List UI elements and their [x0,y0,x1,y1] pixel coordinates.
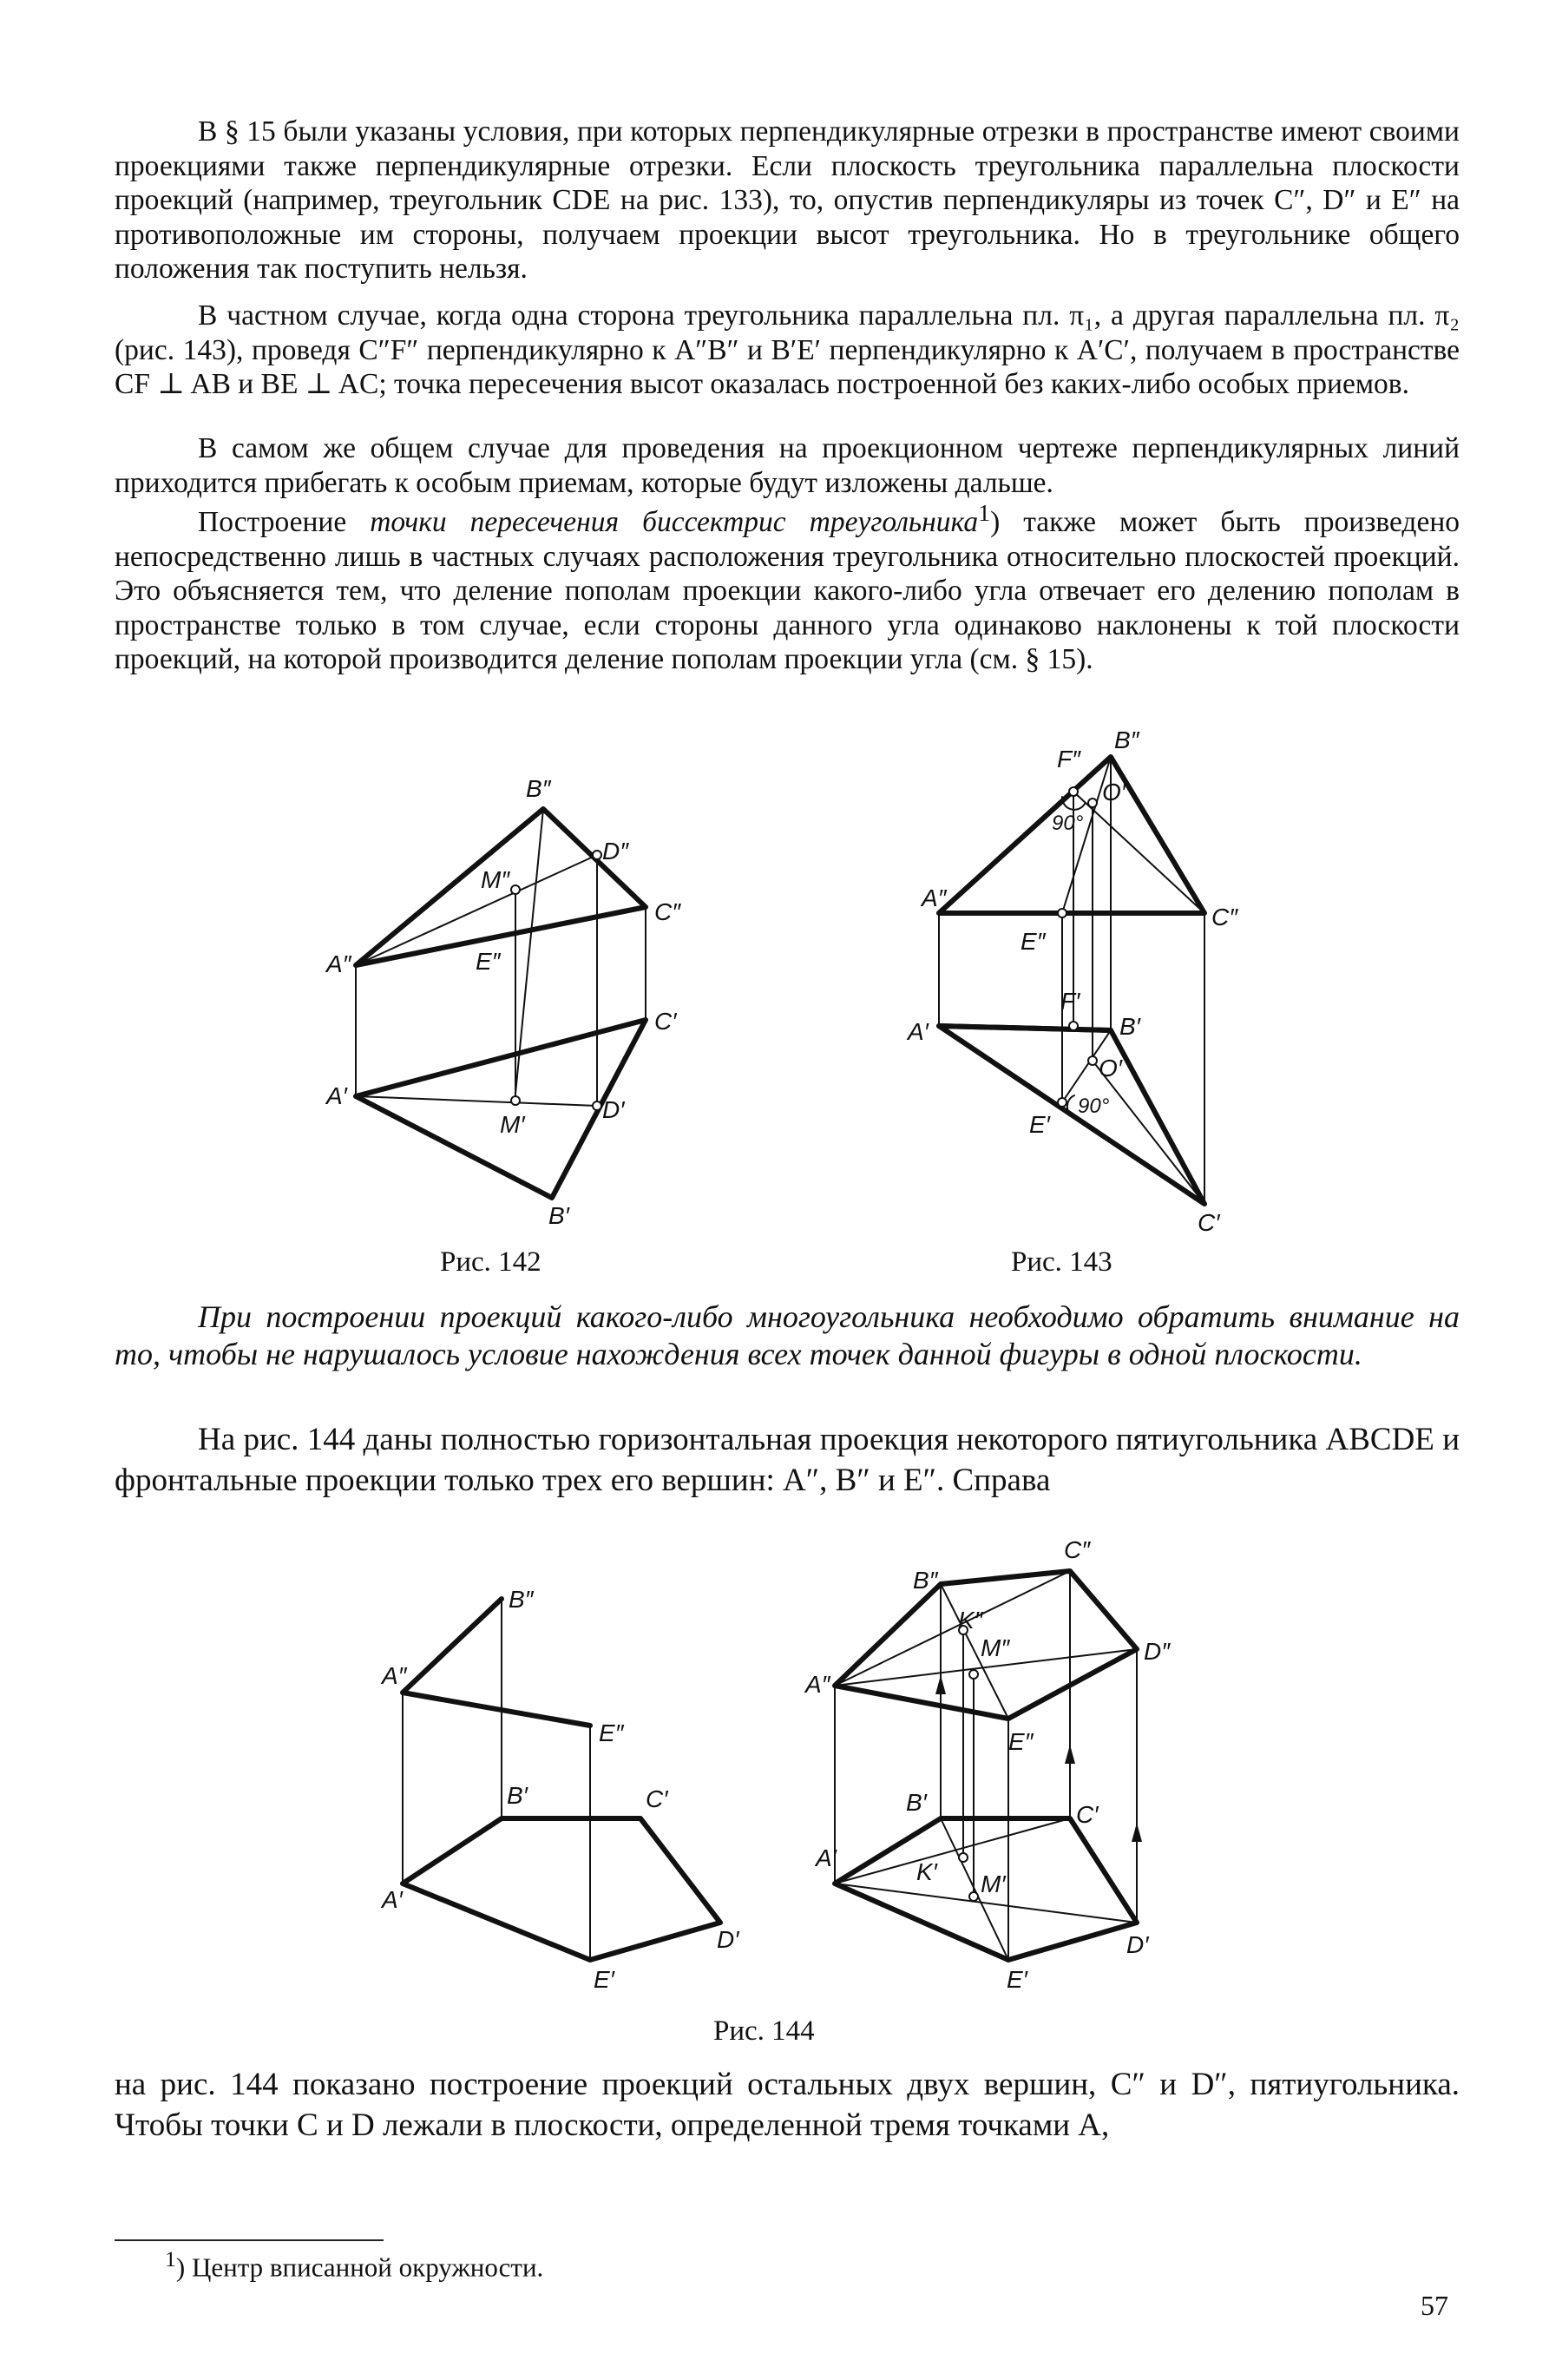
caption-fig143: Рис. 143 [1011,1246,1112,1278]
fig143-label-f1: F′ [1060,988,1080,1015]
fig143-label-b1: B′ [1119,1013,1140,1040]
fig143-label-b2: B″ [1114,726,1139,753]
fig144b-label-a1: A′ [816,1844,837,1871]
caption-fig142: Рис. 142 [440,1246,541,1278]
fig144b-arrow-d [1132,1823,1142,1842]
paragraph-3: В самом же общем случае для проведения на проекционном чертеже перпендикулярных линий приходится прибегать к особым приемам, которые будут изложены дальше. [115,432,1460,499]
fig144a-label-e2: E″ [599,1719,624,1746]
fig143-label-a1: A′ [908,1018,929,1045]
fig144a-label-a1: A′ [382,1886,403,1913]
p4-rest: ) также может быть произведено непосредственно лишь в частных случаях расположения треугольника относительно плоскостей проекций. Это объясняется тем, что деление пополам проекции какого-либо угла отвечает его делению пополам в пространстве только в том случае, если стороны данного угла одинаково наклонены к той плоскости проекций, на которой производится деление пополам проекции угла (см. § 15). [115,506,1460,676]
fig144a-label-d1: D′ [717,1926,739,1953]
fig143-label-o1: O′ [1099,1055,1123,1082]
footnote-rule [115,2239,384,2241]
fig144b-label-k2: K″ [958,1607,983,1634]
fig144b-label-d2: D″ [1144,1638,1171,1665]
fig143-label-c2: C″ [1211,904,1238,930]
fig144b-label-c2: C″ [1064,1536,1091,1563]
fig143-label-angle2: 90° [1052,812,1084,835]
fig142-label-c2: C″ [654,898,681,925]
footnote-text: ) Центр вписанной окружности. [175,2252,544,2283]
fig144b-label-c1: C′ [1076,1801,1099,1828]
fig142-label-a1: A′ [326,1082,347,1109]
fig144a-label-b1: B′ [507,1782,528,1809]
fig144b-point-m1 [969,1892,978,1901]
fig144a-label-e1: E′ [594,1966,614,1993]
paragraph-6: На рис. 144 даны полностью горизонтальная проекция некоторого пятиугольника ABCDE и фронтальные проекции только трех его вершин: A″, B″ и E″. Справа [115,1422,1460,1498]
fig144a-label-c1: C′ [646,1785,668,1812]
fig144a-label-b2: B″ [509,1586,534,1613]
fig144b-arrow-c [1065,1745,1075,1764]
footnote-ref: 1 [978,500,991,527]
fig143-label-f2: F″ [1057,746,1081,773]
fig142-label-d1: D′ [602,1096,625,1123]
fig142-label-m1: M′ [500,1111,525,1138]
footnote [165,2246,543,2283]
fig144b-label-e2: E″ [1008,1728,1034,1755]
fig144b-point-m2 [969,1670,978,1679]
paragraph-1: В § 15 были указаны условия, при которых перпендикулярные отрезки в пространстве имеют своими проекциями также перпендикулярные отрезки. Если плоскость треугольника параллельна плоскости проекций (например, треугольник CDE на рис. 133), то, опустив перпендикуляры из точек C″, D″ и E″ на противоположные им стороны, получаем проекции высот треугольника. Но в треугольнике общего положения так поступить нельзя. [115,115,1460,285]
p4-start: Построение [198,506,371,539]
p4-italic: точки пересечения биссектрис треугольника [370,506,979,539]
paragraph-7: на рис. 144 показано построение проекций остальных двух вершин, C″ и D″, пятиугольника. Чтобы точки C и D лежали в плоскости, определенной тремя точками A, [115,2067,1460,2143]
page-number: 57 [1421,2290,1448,2321]
fig142-label-c1: C′ [654,1008,677,1035]
fig144b-point-k1 [959,1853,968,1862]
fig142-label-e2: E″ [476,948,501,975]
fig143-label-e2: E″ [1021,928,1046,955]
fig144b-label-b1: B′ [906,1789,927,1816]
fig144a-label-a2: A″ [382,1662,407,1689]
caption-fig144: Рис. 144 [713,2015,815,2047]
fig142-label-d2: D″ [602,838,629,865]
fig143-label-c1: C′ [1198,1209,1220,1236]
footnote-mark: 1 [165,2246,176,2272]
paragraph-5: При построении проекций какого-либо многоугольника необходимо обратить внимание на то, чтобы не нарушалось условие нахождения всех точек данной фигуры в одной плоскости. [115,1299,1460,1371]
fig144b-label-d1: D′ [1126,1931,1149,1958]
fig143-label-e1: E′ [1029,1111,1050,1138]
paragraph-2: В частном случае, когда одна сторона треугольника параллельна пл. π₁, а другая параллельна пл. π₂ (рис. 143), проведя C″F″ перпендикулярно к A″B″ и B′E′ перпендикулярно к A′C′, получаем в пространстве CF ⊥ AB и BE ⊥ AC; точка пересечения высот оказалась построенной без каких-либо особых приемов. [115,299,1460,400]
fig144b-label-e1: E′ [1007,1966,1027,1993]
fig144b-label-k1: K′ [916,1858,937,1885]
fig142-label-b1: B′ [548,1202,569,1229]
fig144b-label-m2: M″ [981,1634,1010,1661]
fig142-label-b2: B″ [526,775,551,802]
fig144b-label-a2: A″ [805,1671,830,1698]
fig144b-label-b2: B″ [913,1567,938,1594]
fig143-label-o2: O″ [1102,779,1130,805]
fig143-label-angle1: 90° [1078,1095,1110,1118]
fig144b-arrow-b [935,1675,946,1694]
fig143-label-a2: A″ [922,884,947,911]
fig142-label-m2: M″ [481,866,510,893]
fig144b-label-m1: M′ [981,1870,1006,1897]
fig142-label-a2: A″ [326,950,351,977]
